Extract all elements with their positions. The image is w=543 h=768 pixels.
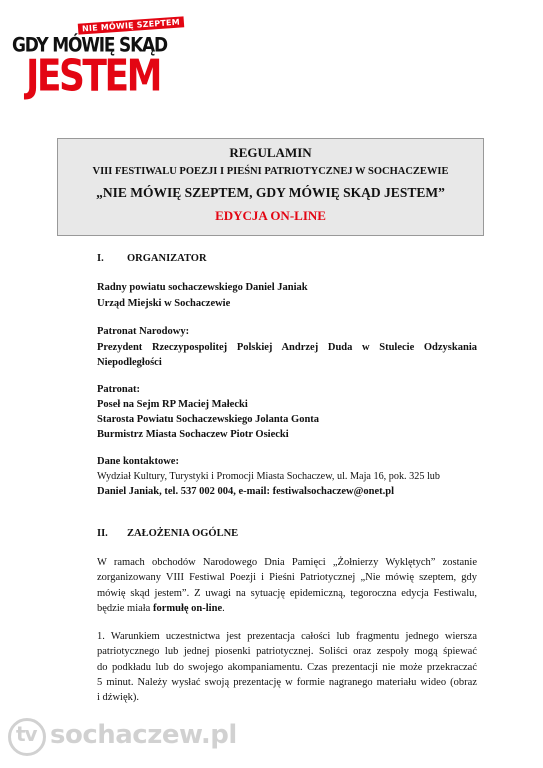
point1-line: 5 minut. Należy wysłać swoją prezentację w formie nagranego materiału wideo (obraz bbox=[97, 676, 477, 688]
tv-icon: tv bbox=[16, 722, 37, 746]
intro-last-suffix: . bbox=[222, 602, 225, 614]
national-patronage-line: Prezydent Rzeczypospolitej Polskiej Andrzej Duda w Stulecie Odzyskania bbox=[97, 342, 477, 353]
point1-line: i dźwięk). bbox=[97, 692, 139, 704]
logo-line2: JESTEM bbox=[26, 52, 160, 102]
intro-line: mówię skąd jestem”. Z uwagi na sytuację epidemiczną, tegoroczna edycja Festiwalu, bbox=[97, 587, 477, 599]
point1-paragraph bbox=[97, 629, 477, 705]
title-box bbox=[57, 138, 484, 236]
watermark-text: sochaczew.pl bbox=[50, 720, 237, 750]
contact-address: Wydział Kultury, Turystyki i Promocji Miasta Sochaczew, ul. Maja 16, pok. 325 lub bbox=[97, 471, 440, 482]
section2-intro bbox=[97, 555, 477, 616]
section2-title: ZAŁOŻENIA OGÓLNE bbox=[127, 528, 239, 539]
patronage-item: Poseł na Sejm RP Maciej Małecki bbox=[97, 399, 248, 410]
organizer-line: Radny powiatu sochaczewskiego Daniel Janiak bbox=[97, 282, 308, 293]
intro-line: zorganizowany VIII Festiwal Poezji i Pieśni Patriotycznej „Nie mówię szeptem, gdy bbox=[97, 572, 477, 584]
national-patronage-text bbox=[97, 340, 477, 371]
national-patronage-line: Niepodległości bbox=[97, 357, 162, 369]
logo-line1: GDY MÓWIĘ SKĄD bbox=[12, 34, 167, 57]
national-patronage-label: Patronat Narodowy: bbox=[97, 326, 190, 337]
patronage-item: Burmistrz Miasta Sochaczew Piotr Osiecki bbox=[97, 429, 289, 440]
section1-title: ORGANIZATOR bbox=[127, 253, 207, 264]
festival-logo bbox=[12, 17, 181, 102]
patronage-item: Starosta Powiatu Sochaczewskiego Jolanta Gonta bbox=[97, 414, 320, 425]
intro-last-prefix: będzie miała bbox=[97, 602, 153, 614]
online-formula: formułę on-line bbox=[152, 602, 223, 614]
intro-line bbox=[97, 601, 477, 616]
edition-label: EDYCJA ON-LINE bbox=[215, 208, 326, 223]
point1-line: 1. Warunkiem uczestnictwa jest prezentacja całości lub fragmentu jednego wiersza bbox=[97, 631, 477, 642]
section2-number: II. bbox=[97, 528, 108, 539]
point1-line: do podkładu lub do swojego akompaniamentu. Czas prezentacji nie może przekraczać bbox=[97, 661, 477, 673]
patronage-label: Patronat: bbox=[97, 384, 140, 395]
contact-person: Daniel Janiak, tel. 537 002 004, e-mail: festiwalsochaczew@onet.pl bbox=[97, 486, 395, 497]
sochaczew-watermark bbox=[2, 714, 242, 760]
festival-motto: „NIE MÓWIĘ SZEPTEM, GDY MÓWIĘ SKĄD JESTEM” bbox=[96, 185, 445, 200]
logo-tag: NIE MÓWIĘ SZEPTEM bbox=[78, 16, 184, 34]
document-subtitle: VIII FESTIWALU POEZJI I PIEŚNI PATRIOTYCZNEJ W SOCHACZEWIE bbox=[92, 166, 449, 177]
contact-label: Dane kontaktowe: bbox=[97, 456, 179, 467]
section1-number: I. bbox=[97, 253, 104, 264]
point1-line: patriotycznego lub jednej piosenki patriotycznej. Soliści oraz zespoły mogą śpiewać bbox=[97, 646, 477, 658]
document-heading: REGULAMIN bbox=[229, 145, 312, 160]
intro-line: W ramach obchodów Narodowego Dnia Pamięci „Żołnierzy Wyklętych” zostanie bbox=[97, 557, 477, 568]
organizer-line: Urząd Miejski w Sochaczewie bbox=[97, 298, 231, 309]
